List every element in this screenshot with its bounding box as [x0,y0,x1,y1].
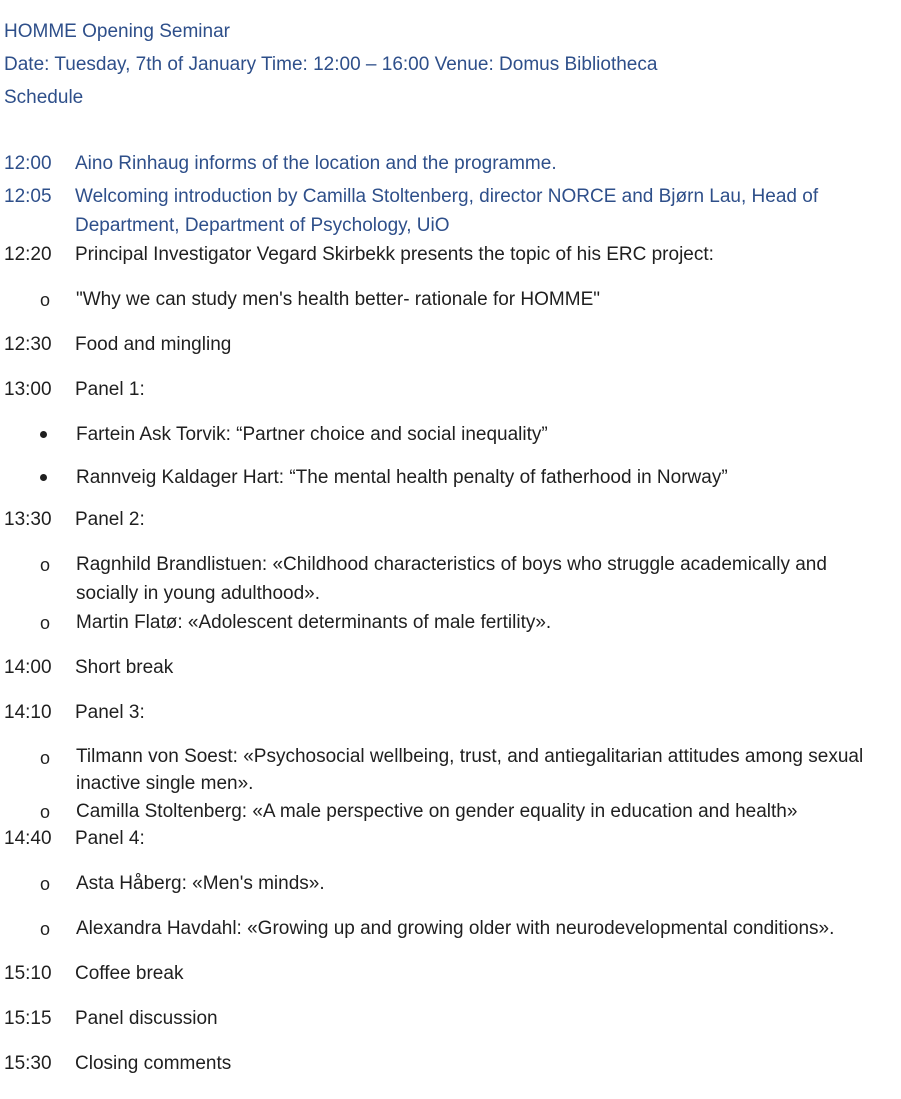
circle-bullet-icon: o [40,555,51,575]
item-text: Coffee break [75,963,184,984]
circle-bullet-icon: o [40,874,51,894]
item-text: Aino Rinhaug informs of the location and the programme. [75,153,557,174]
time-label: 12:30 [4,334,52,355]
time-label: 13:00 [4,379,52,400]
item-text: Panel 3: [75,702,145,723]
schedule-heading: Schedule [4,87,84,108]
bullet-text: Rannveig Kaldager Hart: “The mental health penalty of fatherhood in Norway” [76,467,728,488]
bullet-text: Camilla Stoltenberg: «A male perspective on gender equality in education and health» [76,801,798,822]
bullet-text: "Why we can study men's health better- rationale for HOMME" [76,289,600,310]
bullet-text: Tilmann von Soest: «Psychosocial wellbeing, trust, and antiegalitarian attitudes among sexual inactive single men». [76,746,864,794]
item-text: Panel discussion [75,1008,218,1029]
bullet-text: Fartein Ask Torvik: “Partner choice and social inequality” [76,424,548,445]
time-label: 12:00 [4,153,52,174]
circle-bullet-icon: o [40,290,51,310]
item-text: Short break [75,657,174,678]
item-text: Closing comments [75,1053,232,1074]
time-label: 15:30 [4,1053,52,1074]
bullet-text: Alexandra Havdahl: «Growing up and growing older with neurodevelopmental conditions». [76,918,835,939]
circle-bullet-icon: o [40,802,51,822]
circle-bullet-icon: o [40,919,51,939]
item-text: Welcoming introduction by Camilla Stoltenberg, director NORCE and Bjørn Lau, Head of Department, Department of Psychology, UiO [75,186,819,236]
circle-bullet-icon: o [40,613,51,633]
page-title: HOMME Opening Seminar [4,21,230,42]
time-label: 14:00 [4,657,52,678]
time-label: 13:30 [4,509,52,530]
time-label: 14:40 [4,828,52,849]
dot-bullet-icon [40,431,47,438]
time-label: 12:20 [4,244,52,265]
item-text: Panel 4: [75,828,145,849]
item-text: Food and mingling [75,334,232,355]
circle-bullet-icon: o [40,748,51,768]
time-label: 12:05 [4,186,52,207]
item-text: Principal Investigator Vegard Skirbekk presents the topic of his ERC project: [75,244,714,265]
bullet-text: Ragnhild Brandlistuen: «Childhood characteristics of boys who struggle academically and socially in young adulthood». [76,554,827,604]
event-info: Date: Tuesday, 7th of January Time: 12:00 – 16:00 Venue: Domus Bibliotheca [4,54,658,75]
time-label: 15:15 [4,1008,52,1029]
time-label: 14:10 [4,702,52,723]
bullet-text: Martin Flatø: «Adolescent determinants of male fertility». [76,612,552,633]
item-text: Panel 2: [75,509,145,530]
time-label: 15:10 [4,963,52,984]
dot-bullet-icon [40,474,47,481]
item-text: Panel 1: [75,379,145,400]
bullet-text: Asta Håberg: «Men's minds». [76,873,325,894]
